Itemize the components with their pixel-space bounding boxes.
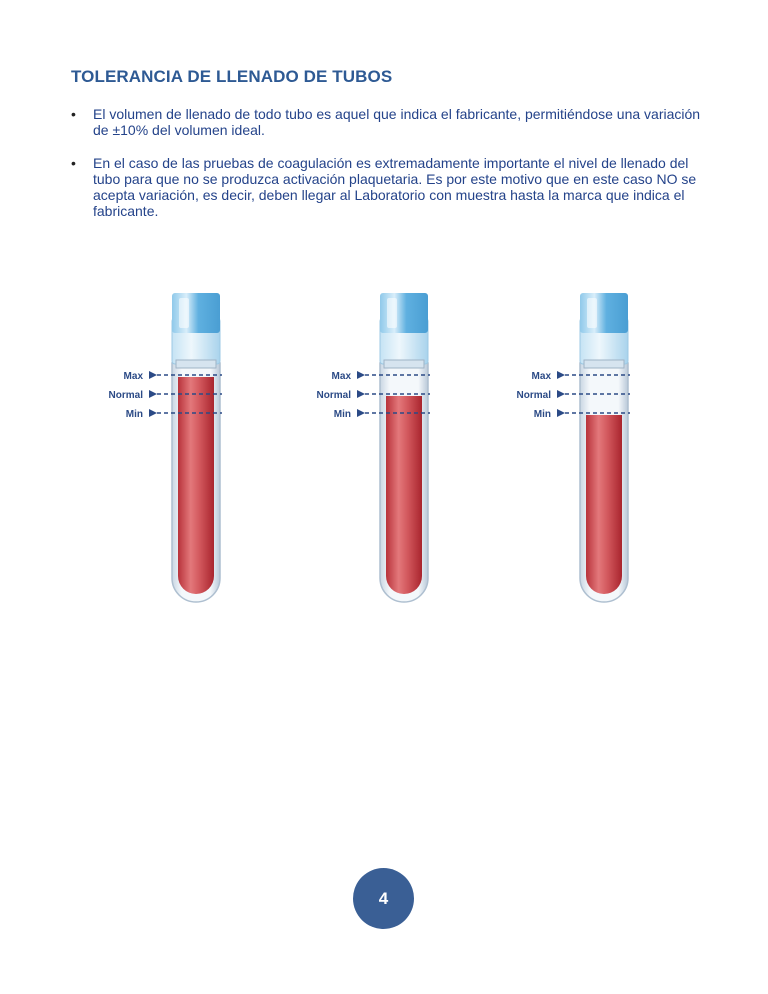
- page-title: TOLERANCIA DE LLENADO DE TUBOS: [71, 67, 393, 86]
- marker-arrow-icon: [149, 390, 157, 398]
- bullet-item: [71, 155, 701, 219]
- cap-highlight: [387, 298, 397, 328]
- marker-label-max: Max: [123, 371, 143, 382]
- marker-arrow-icon: [557, 390, 565, 398]
- tube-fill-figure: [0, 280, 768, 620]
- tube-cap-rim: [584, 360, 624, 368]
- tube-min: [517, 293, 630, 602]
- page-number-badge: 4: [353, 868, 414, 929]
- marker-label-min: Min: [333, 409, 351, 420]
- tube-cap-rim: [176, 360, 216, 368]
- marker-arrow-icon: [357, 390, 365, 398]
- bullet-icon: •: [71, 155, 76, 171]
- marker-label-min: Min: [533, 409, 551, 420]
- marker-arrow-icon: [149, 371, 157, 379]
- marker-arrow-icon: [357, 409, 365, 417]
- marker-label-normal: Normal: [516, 390, 551, 401]
- marker-arrow-icon: [357, 371, 365, 379]
- bullet-text: En el caso de las pruebas de coagulación es extremadamente importante el nivel de llenado del tubo para que no se produzca activación plaquetaria. Es por este motivo que en este caso NO se acepta variación, es decir, deben llegar al Laboratorio con muestra hasta la marca que indica el fabricante.: [93, 155, 697, 219]
- marker-label-max: Max: [331, 371, 351, 382]
- bullet-list: [71, 106, 701, 219]
- marker-label-max: Max: [531, 371, 551, 382]
- tube-normal: [317, 293, 430, 602]
- bullet-text: El volumen de llenado de todo tubo es aquel que indica el fabricante, permitiéndose una variación de ±10% del volumen ideal.: [93, 106, 701, 138]
- marker-label-normal: Normal: [316, 390, 351, 401]
- bullet-icon: •: [71, 106, 76, 122]
- marker-arrow-icon: [557, 409, 565, 417]
- blood-sample: [586, 415, 622, 594]
- marker-label-min: Min: [125, 409, 143, 420]
- bullet-item: [71, 106, 701, 138]
- tube-cap-rim: [384, 360, 424, 368]
- blood-sample: [178, 377, 214, 594]
- blood-sample: [386, 396, 422, 594]
- cap-highlight: [179, 298, 189, 328]
- marker-arrow-icon: [149, 409, 157, 417]
- marker-arrow-icon: [557, 371, 565, 379]
- cap-highlight: [587, 298, 597, 328]
- tube-max: [109, 293, 222, 602]
- marker-label-normal: Normal: [108, 390, 143, 401]
- tube-illustration: [0, 280, 768, 620]
